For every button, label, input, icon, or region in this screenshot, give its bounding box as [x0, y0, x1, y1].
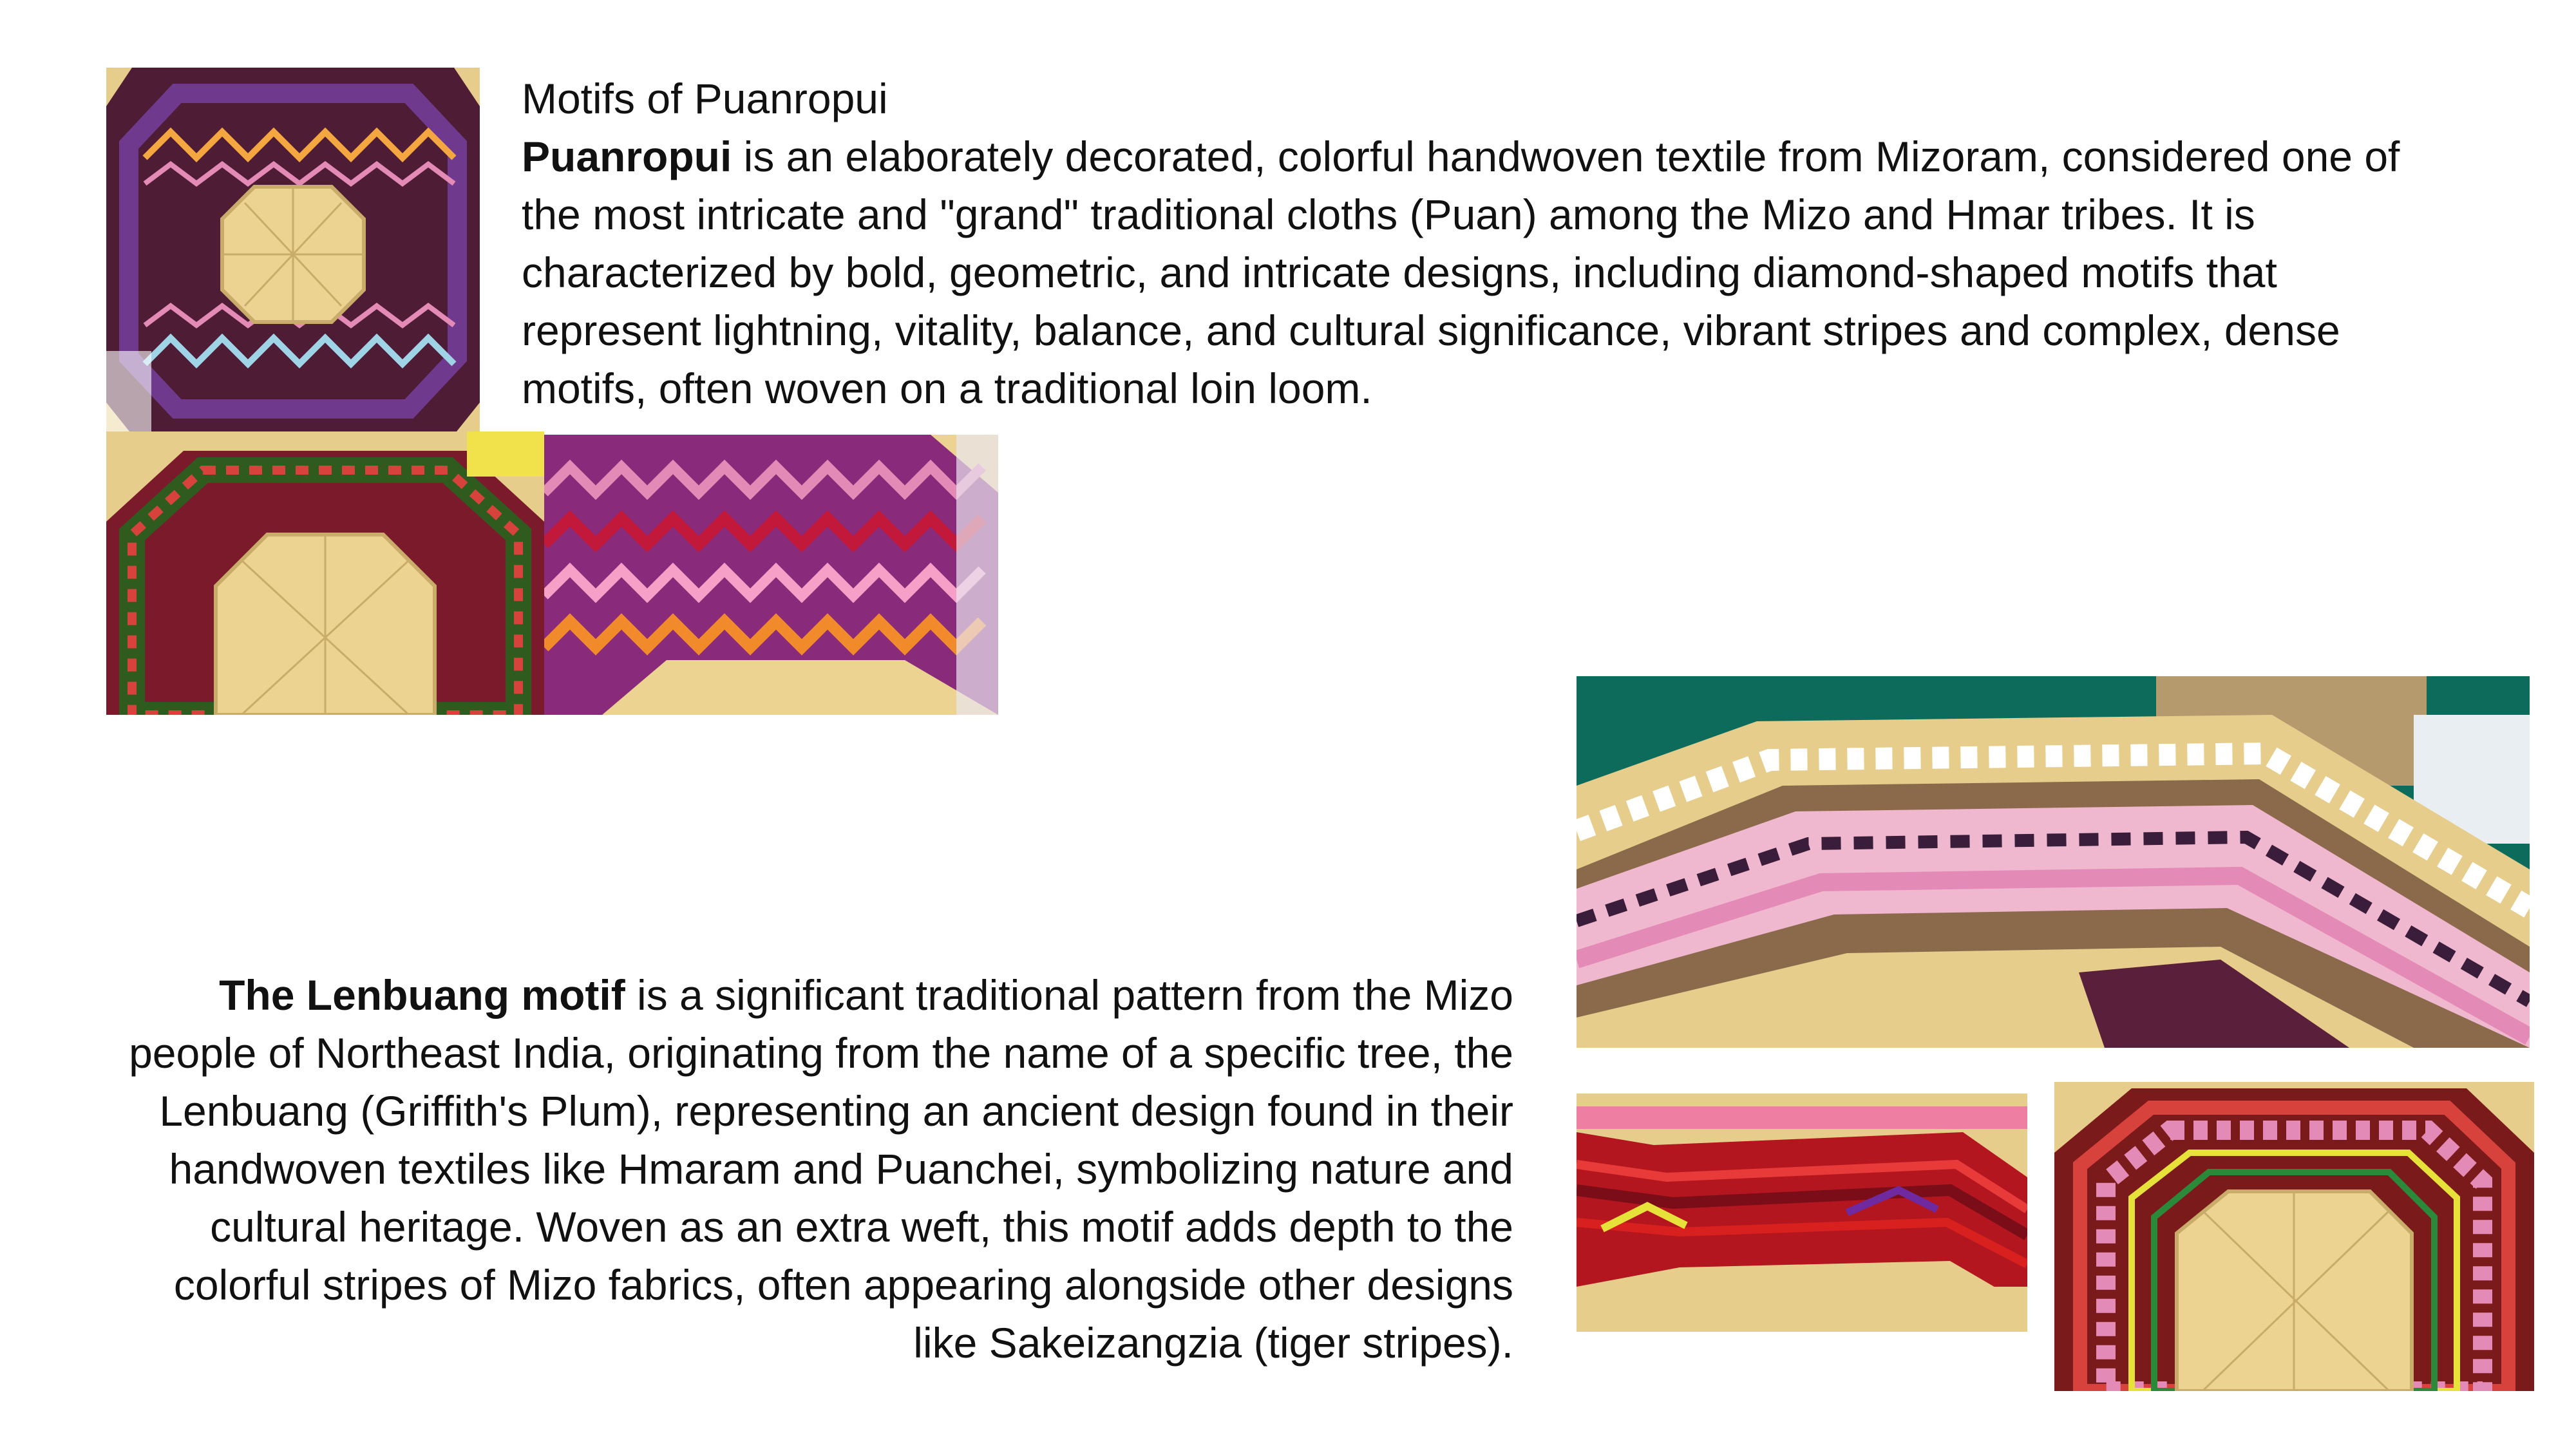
puanropui-text-block [522, 70, 2454, 417]
section-title: Motifs of Puanropui [522, 75, 888, 122]
photo-lenbuang-pink-border [1577, 676, 2530, 1048]
textile-photo-icon [1577, 1094, 2027, 1332]
photo-lenbuang-maroon-octagon [2054, 1082, 2534, 1391]
photo-puanropui-purple-octagon [106, 68, 480, 435]
textile-photo-icon [1577, 676, 2530, 1048]
lenbuang-description: is a significant traditional pattern from the Mizo people of Northeast India, originating from the name of a specific tree, the Lenbuang (Griffith's Plum), representing an ancient design found in their handwoven textiles like Hmaram and Puanchei, symbolizing nature and cultural heritage. Woven as an extra weft, this motif adds depth to the colorful stripes of Mizo fabrics, often appearing alongside other designs like Sakeizangzia (tiger stripes). [129, 971, 1513, 1367]
textile-photo-icon [106, 68, 480, 435]
photo-lenbuang-red-stripes [1577, 1094, 2027, 1332]
lenbuang-text-block [129, 966, 1513, 1372]
lenbuang-term: The Lenbuang motif [219, 971, 625, 1019]
lenbuang-paragraph [129, 966, 1513, 1372]
puanropui-description: is an elaborately decorated, colorful handwoven textile from Mizoram, considered one of the most intricate and "grand" traditional cloths (Puan) among the Mizo and Hmar tribes. It is characterized by bold, geometric, and intricate designs, including diamond-shaped motifs that represent lightning, vitality, balance, and cultural significance, vibrant stripes and complex, dense motifs, often woven on a traditional loin loom. [522, 133, 2400, 412]
photo-puanropui-red-green-octagon [106, 431, 544, 715]
textile-photo-icon [106, 431, 544, 715]
textile-photo-icon [2054, 1082, 2534, 1391]
textile-photo-icon [544, 435, 998, 715]
puanropui-term: Puanropui [522, 133, 732, 180]
photo-puanropui-zigzag-border [544, 435, 998, 715]
puanropui-paragraph [522, 128, 2454, 417]
